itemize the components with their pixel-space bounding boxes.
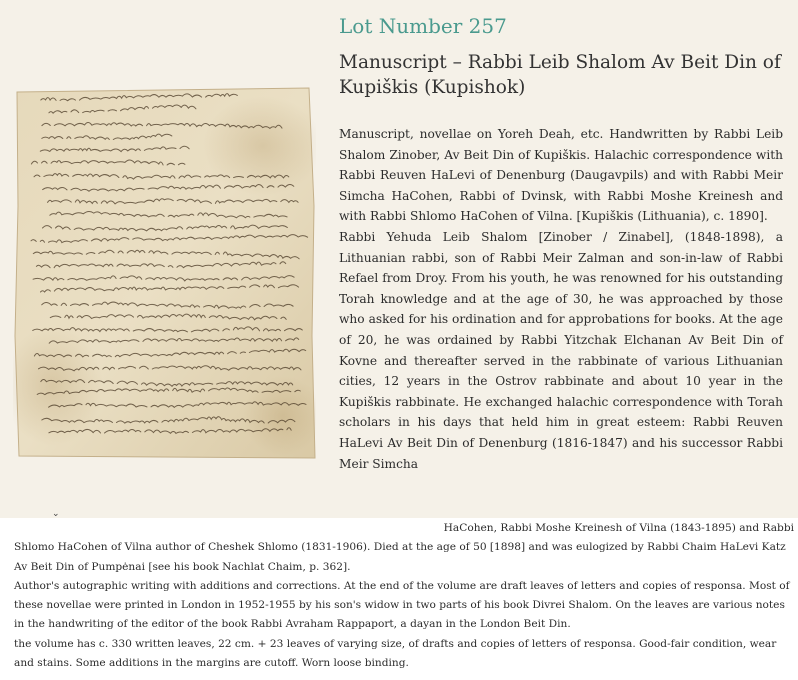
description-paragraph: the volume has c. 330 written leaves, 22 cm. + 23 leaves of varying size, of drafts and copies of letters of responsa. Good-fair condition, wear and stains. Some additions in the margins are cutoff. Worn loose binding.	[14, 637, 777, 670]
description-bottom	[14, 519, 796, 673]
lot-title: Manuscript – Rabbi Leib Shalom Av Beit Din of Kupiškis (Kupishok)	[339, 52, 781, 98]
description-continuation-line: HaCohen, Rabbi Moshe Kreinesh of Vilna (1843-1895) and Rabbi	[443, 522, 794, 534]
chevron-down-icon[interactable]: ⌄	[52, 509, 60, 519]
lot-number: Lot Number 257	[339, 14, 507, 38]
manuscript-image[interactable]	[13, 86, 316, 460]
description-top	[339, 124, 783, 474]
description-paragraph: Shlomo HaCohen of Vilna author of Cheshek Shlomo (1831-1906). Died at the age of 50 [1898] and was eulogized by Rabbi Chaim HaLevi Katz Av Beit Din of Pumpėnai [see his book Nachlat Chaim, p. 362].	[14, 541, 786, 573]
description-paragraph: Author's autographic writing with additions and corrections. At the end of the volume are draft leaves of letters and copies of responsa. Most of these novellae were printed in London in 1952-1955 by his son's widow in two parts of his book Divrei Shalom. On the leaves are various notes in the handwriting of the editor of the book Rabbi Avraham Rappaport, a dayan in the London Beit Din.	[14, 579, 790, 631]
description-paragraph: Manuscript, novellae on Yoreh Deah, etc. Handwritten by Rabbi Leib Shalom Zinober, Av Beit Din of Kupiškis. Halachic correspondence with Rabbi Reuven HaLevi of Denenburg (Daugavpils) and with Rabbi Meir Simcha HaCohen, Rabbi of Dvinsk, with Rabbi Moshe Kreinesh and with Rabbi Shlomo HaCohen of Vilna. [Kupiškis (Lithuania), c. 1890].	[339, 127, 783, 224]
description-paragraph: Rabbi Yehuda Leib Shalom [Zinober / Zinabel], (1848-1898), a Lithuanian rabbi, son of Rabbi Meir Zalman and son-in-law of Rabbi Refael from Droy. From his youth, he was renowned for his outstanding Torah knowledge and at the age of 30, he was approached by those who asked for his ordination and for approbations for books. At the age of 20, he was ordained by Rabbi Yitzchak Elchanan Av Beit Din of Kovne and thereafter served in the rabbinate of various Lithuanian cities, 12 years in the Ostrov rabbinate and about 10 year in the Kupiškis rabbinate. He exchanged halachic correspondence with Torah scholars in his days that held him in great esteem: Rabbi Reuven HaLevi Av Beit Din of Denenburg (1816-1847) and his successor Rabbi Meir Simcha	[339, 229, 783, 471]
